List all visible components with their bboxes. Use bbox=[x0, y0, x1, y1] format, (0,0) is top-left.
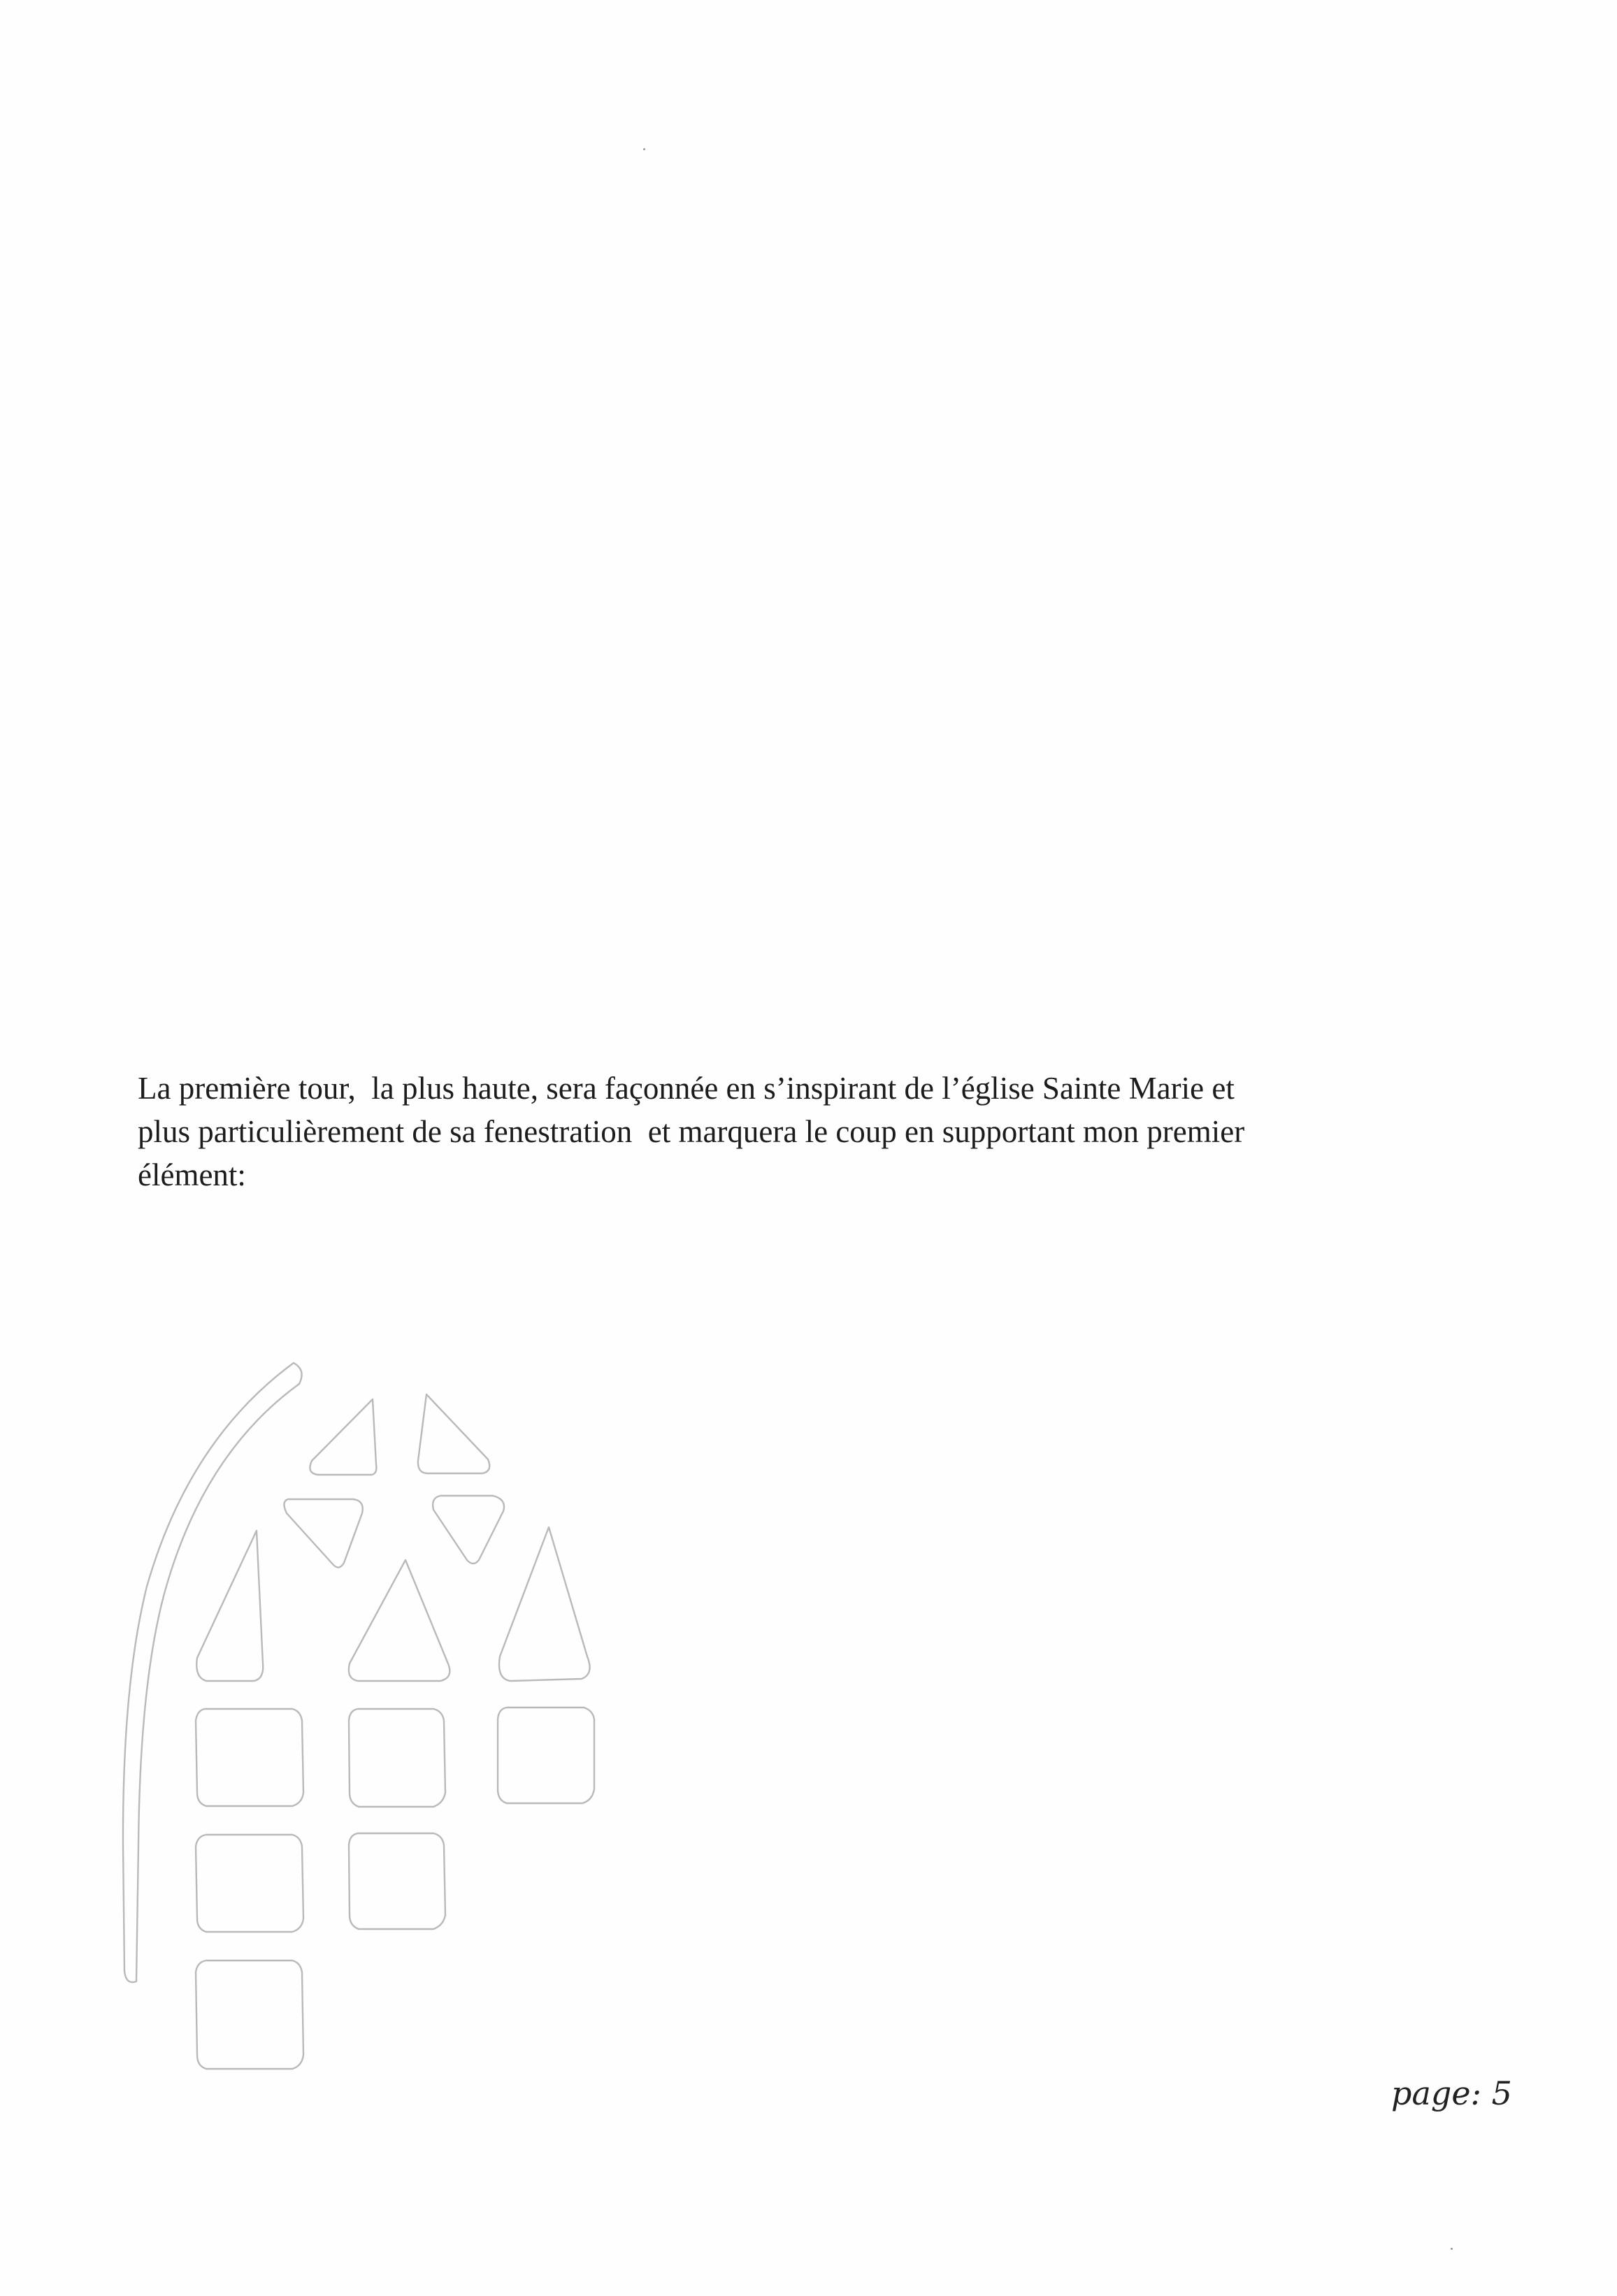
sketch-tall-triangle bbox=[499, 1527, 590, 1681]
sketch-arch-band bbox=[123, 1363, 302, 1982]
sketch-square bbox=[196, 1709, 303, 1806]
paper-speck bbox=[643, 148, 645, 150]
sketch-square bbox=[349, 1709, 445, 1807]
sketch-square bbox=[196, 1961, 303, 2069]
fenestration-sketch bbox=[105, 1356, 636, 2132]
paragraph-line-1: La première tour, la plus haute, sera façonnée en s’inspirant de l’église Sainte Marie et bbox=[138, 1071, 1235, 1106]
sketch-triangle-up bbox=[418, 1394, 489, 1473]
sketch-tall-triangle bbox=[349, 1560, 450, 1681]
paragraph-line-3: élément: bbox=[138, 1157, 246, 1192]
sketch-square bbox=[498, 1707, 594, 1803]
sketch-triangle-up bbox=[310, 1399, 376, 1475]
sketch-triangle-down bbox=[284, 1499, 362, 1568]
body-paragraph bbox=[138, 1067, 1410, 1197]
paper-speck bbox=[1451, 2248, 1453, 2250]
sketch-tall-triangle bbox=[196, 1531, 263, 1681]
page-number: page: 5 bbox=[1391, 2074, 1512, 2112]
sketch-square bbox=[196, 1835, 303, 1932]
sketch-square bbox=[349, 1833, 445, 1929]
paragraph-line-2: plus particulièrement de sa fenestration et marquera le coup en supportant mon premier bbox=[138, 1114, 1245, 1149]
sketch-triangle-down bbox=[433, 1496, 504, 1564]
